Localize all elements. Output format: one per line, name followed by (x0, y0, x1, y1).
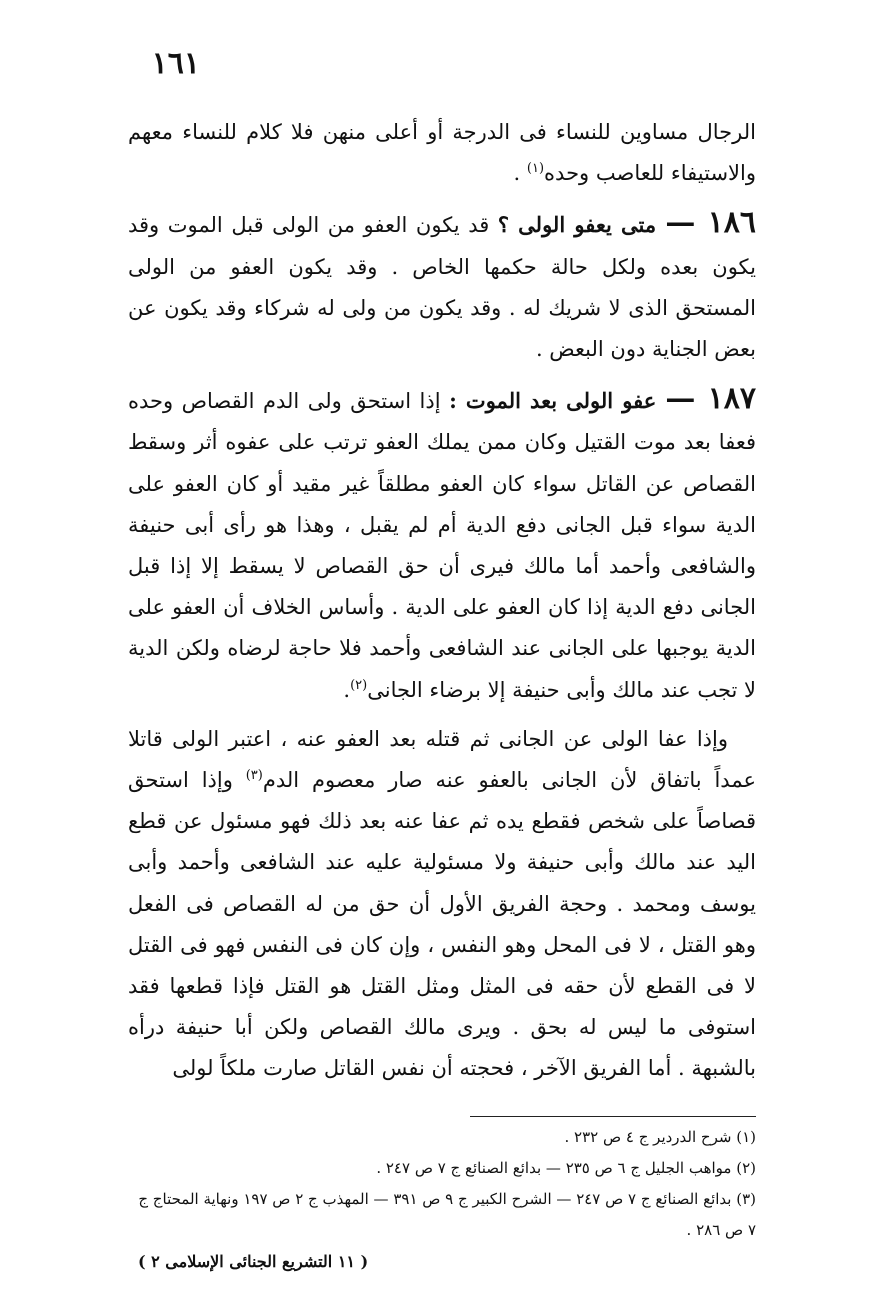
footnote-3: (٣) بدائع الصنائع ج ٧ ص ٢٤٧ — الشرح الكبير ج ٩ ص ٣٩١ — المهذب ج ٢ ص ١٩٧ ونهاية المحتاج ج ٧ ص ٢٨٦ . (138, 1190, 756, 1239)
footnote-divider (470, 1116, 756, 1117)
paragraph-4: وإذا عفا الولى عن الجانى ثم قتله بعد العفو عنه ، اعتبر الولى قاتلا عمداً باتفاق لأن الجانى بالعفو عنه صار معصوم الدم$^{(٣)}$ وإذا استحق قصاصاً على شخص فقطع يده ثم عفا عنه بعد ذلك فهو مسئول عن قطع اليد عند مالك وأبى حنيفة ولا مسئولية عليه عند الشافعى وأحمد وأبى يوسف ومحمد . وحجة الفريق الأول أن حق من له القصاص فى الفعل وهو القتل ، لا فى المحل وهو النفس ، وإن كان فى النفس فهو فى القتل لا فى القطع لأن حقه فى المثل ومثل القتل هو القتل فإذا قطعها فقد استوفى ما ليس له بحق . ويرى مالك القصاص ولكن أبا حنيفة درأه بالشبهة . أما الفريق الآخر ، فحجته أن نفس القاتل صارت ملكاً لولى (128, 726, 756, 1081)
section-number: ١٨٧ — (665, 381, 756, 417)
page-number: ١٦١ (151, 46, 200, 81)
footnotes (128, 1122, 756, 1246)
section-title: عفو الولى بعد الموت : (449, 388, 666, 414)
footnote-ref-2: (٢) (350, 677, 368, 693)
footnote-ref-3: (٣) (245, 768, 263, 784)
section-title: متى يعفو الولى ؟ (497, 212, 666, 238)
section-number: ١٨٦ — (665, 205, 756, 241)
section-186: ١٨٦ — متى يعفو الولى ؟ قد يكون العفو من الولى قبل الموت وقد يكون بعده ولكل حالة حكمها الخاص . وقد يكون العفو من الولى المستحق الذى لا شريك له . وقد يكون من ولى له شركاء وقد يكون عن بعض الجناية دون البعض . (128, 205, 756, 362)
section-187: ١٨٧ — عفو الولى بعد الموت : إذا استحق ولى الدم القصاص وحده فعفا بعد موت القتيل وكان ممن يملك العفو ترتب على عفوه أثر وسقط القصاص عن القاتل سواء كان العفو مطلقاً غير مقيد أو كان العفو على الدية سواء قبل الجانى دفع الدية أم لم يقبل ، وهذا هو رأى أبى حنيفة والشافعى وأحمد أما مالك فيرى أن حق القصاص لا يسقط إلا إذا قبل الجانى دفع الدية إذا كان العفو على الدية . وأساس الخلاف أن العفو على الدية يوجبها على الجانى عند الشافعى وأحمد فلا حاجة لرضاه ولكن الدية لا تجب عند مالك وأبى حنيفة إلا برضاء الجانى$^{(٢)}$. (128, 381, 756, 702)
paragraph-1: الرجال مساوين للنساء فى الدرجة أو أعلى منهن فلا كلام للنساء معهم والاستيفاء للعاصب وحده$^{(١)}$ . (128, 120, 756, 186)
footnote-2: (٢) مواهب الجليل ج ٦ ص ٢٣٥ — بدائع الصنائع ج ٧ ص ٢٤٧ . (376, 1159, 756, 1177)
main-text (128, 112, 756, 1090)
running-footer: ( ١١ التشريع الجنائى الإسلامى ٢ ) (138, 1252, 369, 1271)
footnote-1: (١) شرح الدردير ج ٤ ص ٢٣٢ . (564, 1128, 756, 1146)
footnote-ref-1: (١) (526, 161, 545, 177)
